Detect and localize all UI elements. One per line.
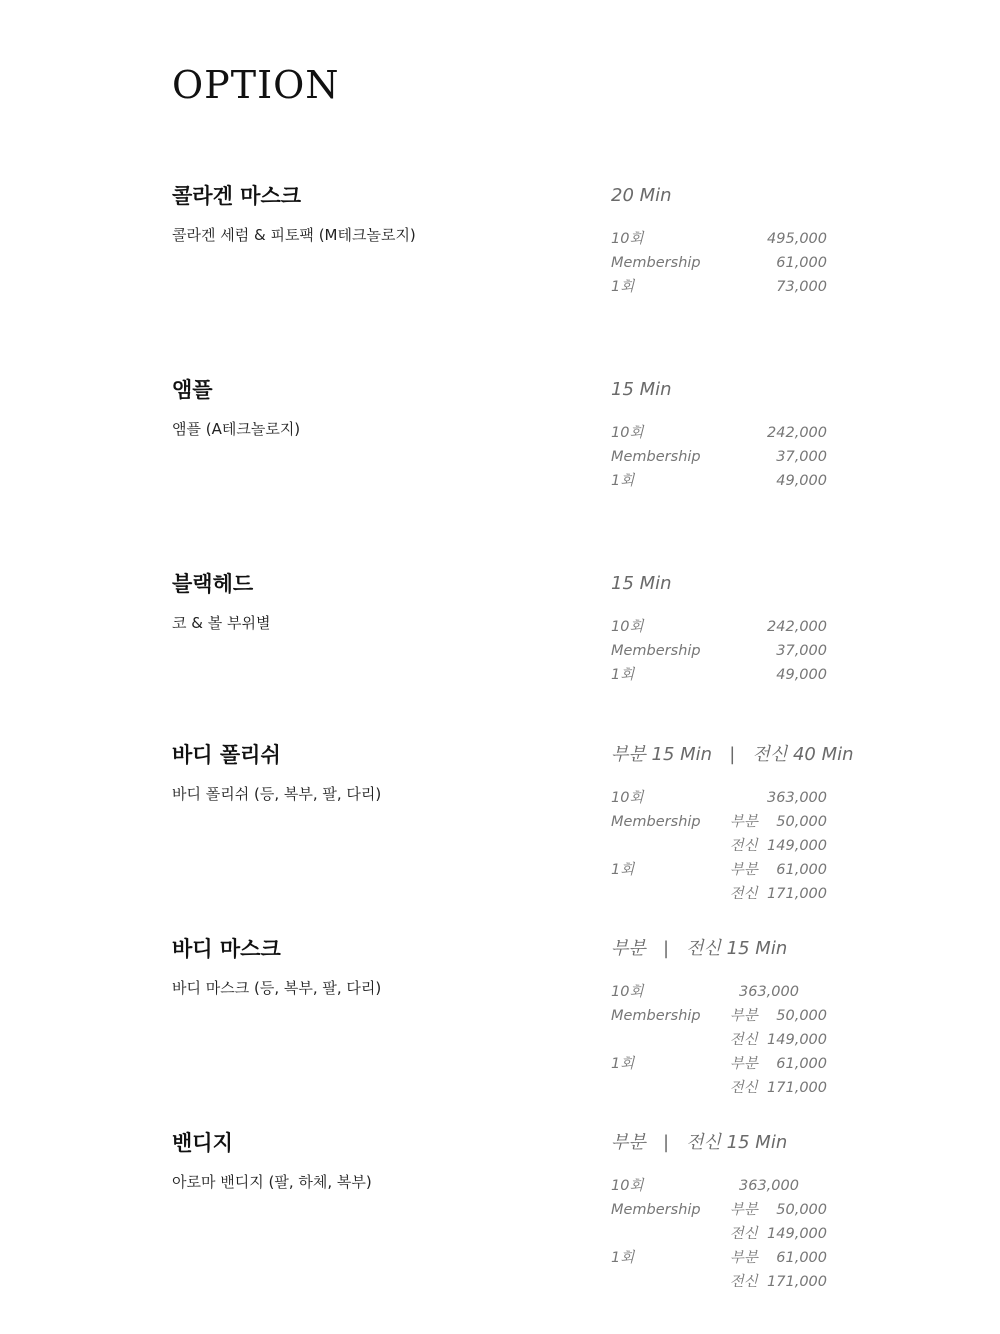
price-label: 10회 (611, 619, 644, 635)
section-title: 콜라겐 마스크 (172, 184, 302, 208)
price-label: Membership (611, 449, 701, 465)
price-value: 전신 149,000 (729, 1032, 827, 1048)
price-value: 전신 149,000 (729, 1226, 827, 1242)
price-value: 363,000 (739, 1178, 799, 1194)
price-label: 10회 (611, 425, 644, 441)
section-title: 앰플 (172, 378, 213, 402)
section-description: 바디 폴리쉬 (등, 복부, 팔, 다리) (172, 785, 382, 803)
price-label: 10회 (611, 231, 644, 247)
section-description: 바디 마스크 (등, 복부, 팔, 다리) (172, 979, 382, 997)
section-duration: 부분 | 전신 15 Min (611, 1132, 788, 1153)
price-label: 1회 (611, 1250, 635, 1266)
price-value: 전신 171,000 (729, 886, 827, 902)
price-value: 363,000 (767, 790, 827, 806)
price-value: 37,000 (776, 449, 827, 465)
section-duration: 15 Min (611, 573, 672, 594)
price-label: 1회 (611, 1056, 635, 1072)
section-description: 콜라겐 세럼 & 피토팩 (M테크놀로지) (172, 226, 416, 244)
section-description: 아로마 밴디지 (팔, 하체, 복부) (172, 1173, 372, 1191)
price-value: 전신 171,000 (729, 1274, 827, 1290)
price-value: 부분 50,000 (729, 1008, 827, 1024)
price-label: 10회 (611, 790, 644, 806)
price-label: Membership (611, 643, 701, 659)
price-label: Membership (611, 255, 701, 271)
price-value: 전신 149,000 (729, 838, 827, 854)
page-title: OPTION (172, 63, 340, 107)
price-value: 242,000 (767, 425, 827, 441)
section-duration: 20 Min (611, 185, 672, 206)
price-value: 부분 61,000 (729, 862, 827, 878)
price-label: 10회 (611, 1178, 644, 1194)
section-duration: 부분 | 전신 15 Min (611, 938, 788, 959)
price-value: 73,000 (776, 279, 827, 295)
section-title: 바디 폴리쉬 (172, 743, 281, 767)
price-value: 부분 61,000 (729, 1250, 827, 1266)
price-value: 전신 171,000 (729, 1080, 827, 1096)
price-label: 1회 (611, 667, 635, 683)
price-label: 1회 (611, 473, 635, 489)
price-value: 242,000 (767, 619, 827, 635)
section-title: 블랙헤드 (172, 572, 254, 596)
price-value: 61,000 (776, 255, 827, 271)
price-value: 부분 61,000 (729, 1056, 827, 1072)
section-description: 코 & 볼 부위별 (172, 614, 271, 632)
price-label: 1회 (611, 862, 635, 878)
price-value: 부분 50,000 (729, 814, 827, 830)
price-label: Membership (611, 1008, 701, 1024)
section-duration: 15 Min (611, 379, 672, 400)
section-title: 밴디지 (172, 1131, 233, 1155)
price-value: 49,000 (776, 473, 827, 489)
price-value: 부분 50,000 (729, 1202, 827, 1218)
section-duration: 부분 15 Min | 전신 40 Min (611, 744, 854, 765)
section-title: 바디 마스크 (172, 937, 281, 961)
price-label: 10회 (611, 984, 644, 1000)
price-label: 1회 (611, 279, 635, 295)
price-label: Membership (611, 814, 701, 830)
price-value: 37,000 (776, 643, 827, 659)
section-description: 앰플 (A테크놀로지) (172, 420, 301, 438)
price-value: 495,000 (767, 231, 827, 247)
price-value: 49,000 (776, 667, 827, 683)
price-value: 363,000 (739, 984, 799, 1000)
price-label: Membership (611, 1202, 701, 1218)
